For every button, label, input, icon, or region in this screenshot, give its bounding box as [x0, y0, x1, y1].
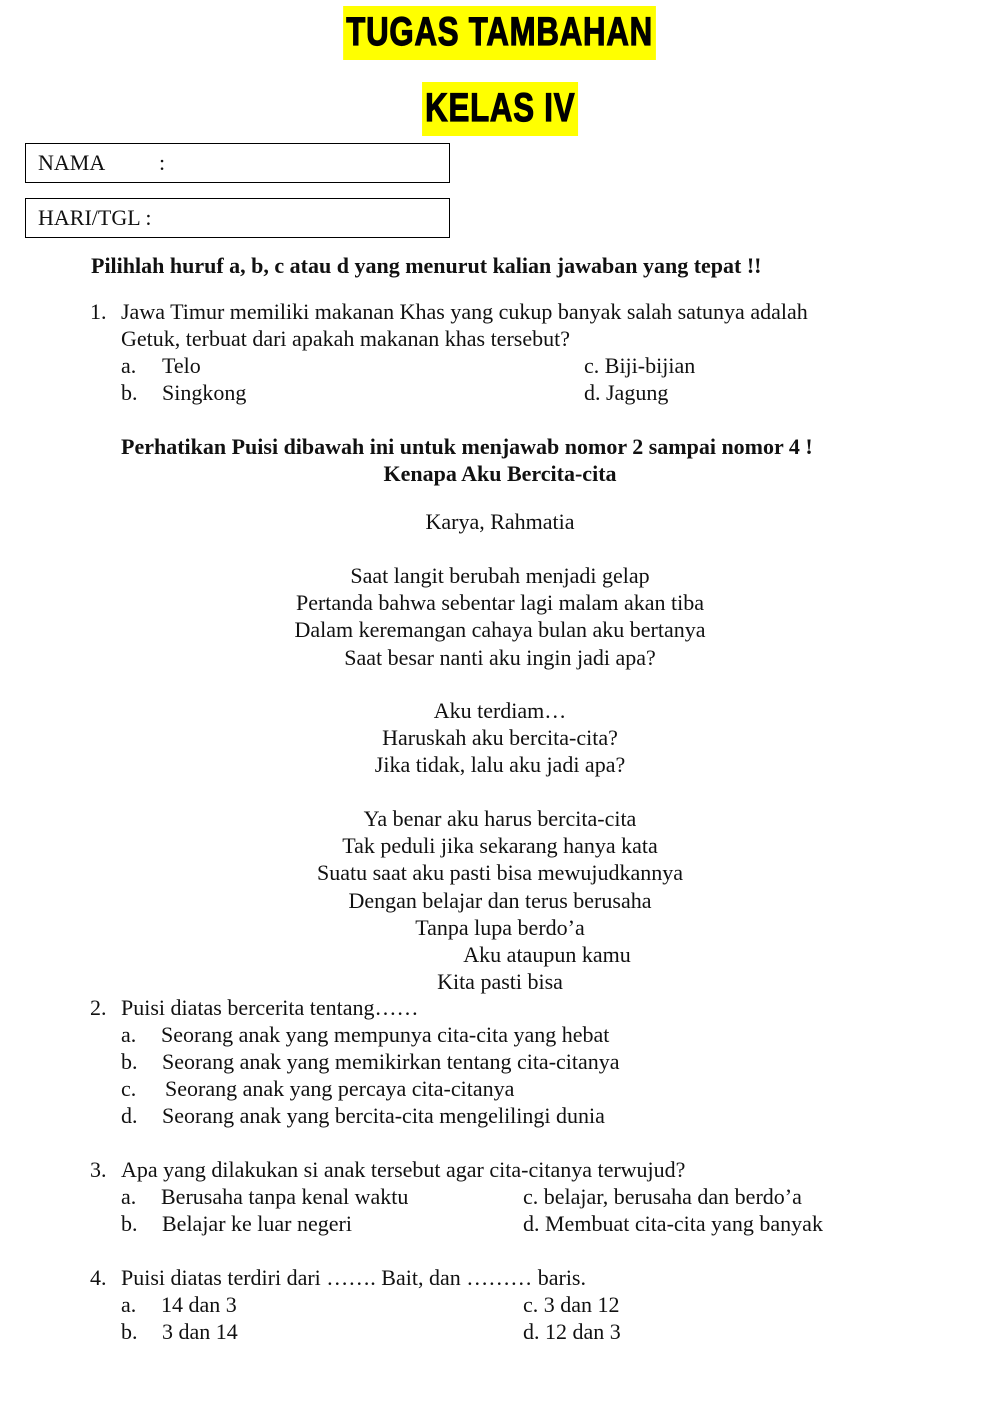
q3-option-c: c. belajar, berusaha dan berdo’a — [523, 1184, 802, 1209]
q2-option-a-letter: a. — [121, 1022, 137, 1047]
q3-option-a: Berusaha tanpa kenal waktu — [161, 1184, 409, 1209]
poem-title: Kenapa Aku Bercita-cita — [383, 461, 617, 486]
name-label: NAMA — [38, 150, 106, 175]
poem-stanza-2 — [0, 697, 1000, 779]
instruction-text: Pilihlah huruf a, b, c atau d yang menurut kalian jawaban yang tepat !! — [91, 253, 762, 278]
q2-option-b: Seorang anak yang memikirkan tentang cita-citanya — [162, 1049, 620, 1074]
poem-stanza-3 — [0, 805, 1000, 995]
poem-line: Ya benar aku harus bercita-cita — [363, 806, 637, 831]
poem-line: Haruskah aku bercita-cita? — [382, 725, 618, 751]
class-title: KELAS IV — [422, 82, 578, 136]
poem-line: Aku ataupun kamu — [463, 942, 631, 968]
q2-option-d-letter: d. — [121, 1103, 138, 1128]
q1-option-a: Telo — [162, 353, 201, 378]
q4-option-b: 3 dan 14 — [162, 1319, 238, 1344]
poem-line: Dalam keremangan cahaya bulan aku bertanya — [294, 617, 706, 643]
q1-line1: Jawa Timur memiliki makanan Khas yang cukup banyak salah satunya adalah — [121, 299, 808, 324]
q3-option-b-letter: b. — [121, 1211, 138, 1236]
date-field[interactable] — [25, 198, 450, 238]
q3-number: 3. — [90, 1157, 107, 1182]
poem-line: Suatu saat aku pasti bisa mewujudkannya — [317, 860, 683, 886]
q3-option-a-letter: a. — [121, 1184, 137, 1209]
q2-question: Puisi diatas bercerita tentang…… — [121, 995, 419, 1020]
name-colon: : — [159, 150, 166, 175]
poem-line: Dengan belajar dan terus berusaha — [348, 887, 652, 913]
q2-option-c: Seorang anak yang percaya cita-citanya — [165, 1076, 515, 1101]
q4-option-a: 14 dan 3 — [161, 1292, 237, 1317]
poem-author: Karya, Rahmatia — [425, 509, 575, 534]
q4-option-d: d. 12 dan 3 — [523, 1319, 621, 1344]
q2-option-d: Seorang anak yang bercita-cita mengelilingi dunia — [162, 1103, 605, 1128]
q1-option-a-letter: a. — [121, 353, 137, 378]
poem-line: Kita pasti bisa — [437, 969, 563, 995]
q2-option-b-letter: b. — [121, 1049, 138, 1074]
poem-line: Aku terdiam… — [433, 698, 567, 723]
title-line-1-wrap — [0, 6, 1000, 60]
poem-stanza-1 — [0, 562, 1000, 671]
poem-line: Saat besar nanti aku ingin jadi apa? — [344, 644, 656, 670]
q2-option-a: Seorang anak yang mempunya cita-cita yang hebat — [161, 1022, 610, 1047]
poem-line: Tak peduli jika sekarang hanya kata — [342, 833, 658, 859]
title-line-2-wrap — [0, 82, 1000, 136]
q3-question: Apa yang dilakukan si anak tersebut agar cita-citanya terwujud? — [121, 1157, 686, 1182]
q1-line2: Getuk, terbuat dari apakah makanan khas tersebut? — [121, 326, 570, 351]
poem-line: Saat langit berubah menjadi gelap — [350, 563, 650, 588]
poem-line: Pertanda bahwa sebentar lagi malam akan tiba — [295, 590, 705, 616]
q4-question: Puisi diatas terdiri dari ……. Bait, dan ……… baris. — [121, 1265, 586, 1290]
q3-option-d: d. Membuat cita-cita yang banyak — [523, 1211, 823, 1236]
q4-option-b-letter: b. — [121, 1319, 138, 1344]
poem-line: Jika tidak, lalu aku jadi apa? — [374, 752, 626, 778]
q2-option-c-letter: c. — [121, 1076, 137, 1101]
q1-number: 1. — [90, 299, 107, 324]
q1-option-d: d. Jagung — [584, 380, 669, 405]
q4-number: 4. — [90, 1265, 107, 1290]
q4-option-a-letter: a. — [121, 1292, 137, 1317]
name-field[interactable] — [25, 143, 450, 183]
poem-instruction: Perhatikan Puisi dibawah ini untuk menjawab nomor 2 sampai nomor 4 ! — [121, 434, 813, 459]
q3-option-b: Belajar ke luar negeri — [162, 1211, 352, 1236]
worksheet-title: TUGAS TAMBAHAN — [344, 6, 657, 60]
q1-option-b: Singkong — [162, 380, 247, 405]
date-label: HARI/TGL : — [38, 205, 152, 230]
q2-number: 2. — [90, 995, 107, 1020]
q1-option-b-letter: b. — [121, 380, 138, 405]
q1-option-c: c. Biji-bijian — [584, 353, 696, 378]
q4-option-c: c. 3 dan 12 — [523, 1292, 620, 1317]
poem-line: Tanpa lupa berdo’a — [415, 914, 585, 940]
